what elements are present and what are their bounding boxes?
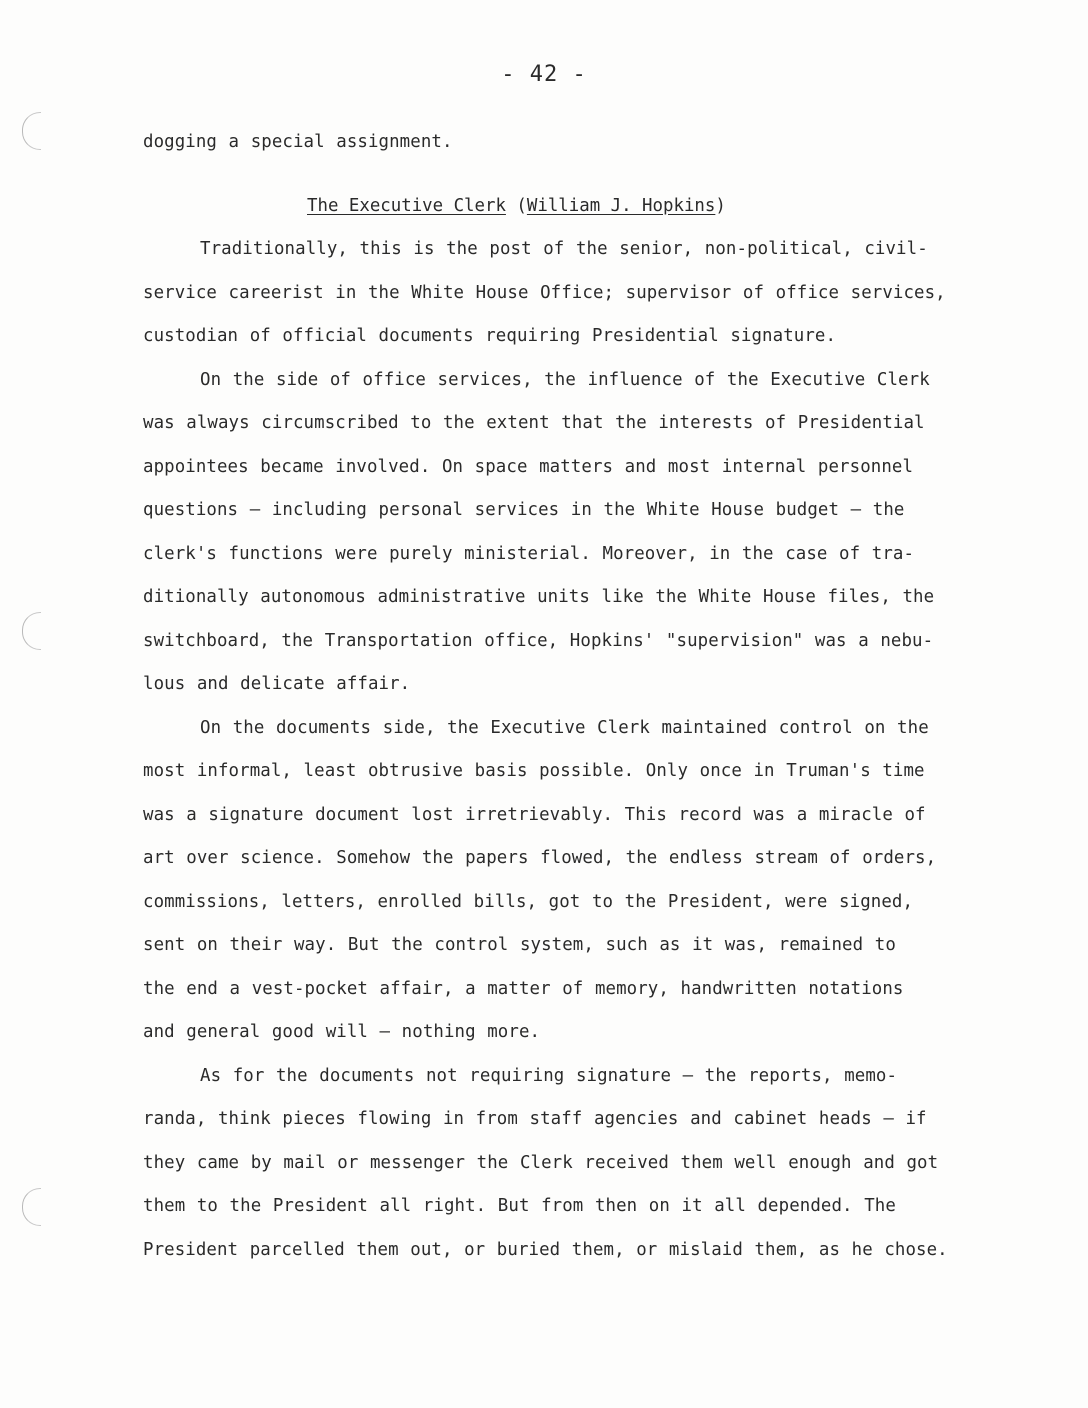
text-line: President parcelled them out, or buried them, or mislaid them, as he chose.	[143, 1239, 948, 1260]
section-title: The Executive Clerk	[307, 195, 506, 216]
text-line: clerk's functions were purely ministerial. Moreover, in the case of tra-	[143, 543, 915, 564]
text-line: and general good will — nothing more.	[143, 1022, 541, 1042]
text-line: switchboard, the Transportation office, Hopkins' "supervision" was a nebu-	[143, 630, 934, 651]
paragraph	[143, 364, 953, 712]
text-line: service careerist in the White House Office; supervisor of office services,	[143, 282, 946, 303]
text-line: commissions, letters, enrolled bills, got to the President, were signed,	[143, 891, 914, 912]
text-line: art over science. Somehow the papers flowed, the endless stream of orders,	[143, 848, 937, 868]
punch-hole-mark	[22, 1188, 41, 1226]
text-line: randa, think pieces flowing in from staff agencies and cabinet heads — if	[143, 1109, 927, 1129]
text-line: they came by mail or messenger the Clerk received them well enough and got	[143, 1152, 939, 1173]
text-line: custodian of official documents requiring Presidential signature.	[143, 326, 837, 346]
text-line: lous and delicate affair.	[143, 674, 411, 694]
text-line: On the side of office services, the influence of the Executive Clerk	[200, 369, 930, 390]
paragraph	[143, 233, 953, 364]
text-line: As for the documents not requiring signature — the reports, memo-	[200, 1065, 898, 1086]
text-line: the end a vest-pocket affair, a matter of memory, handwritten notations	[143, 978, 904, 999]
text-line: sent on their way. But the control system, such as it was, remained to	[143, 935, 896, 955]
text-line: ditionally autonomous administrative units like the White House files, the	[143, 587, 935, 607]
paragraph	[143, 712, 953, 1060]
text-line: most informal, least obtrusive basis possible. Only once in Truman's time	[143, 761, 925, 781]
page-number: - 42 -	[501, 62, 587, 87]
text-line: was always circumscribed to the extent that the interests of Presidential	[143, 413, 925, 433]
text-line: questions — including personal services in the White House budget — the	[143, 500, 905, 520]
text-line: Traditionally, this is the post of the senior, non-political, civil-	[200, 239, 928, 259]
text-line: them to the President all right. But from then on it all depended. The	[143, 1196, 896, 1216]
paragraph	[143, 1060, 953, 1278]
text-line: On the documents side, the Executive Clerk maintained control on the	[200, 717, 929, 738]
document-body	[143, 126, 953, 1277]
text-line: appointees became involved. On space matters and most internal personnel	[143, 456, 914, 477]
text-line: was a signature document lost irretrievably. This record was a miracle of	[143, 804, 926, 825]
punch-hole-mark	[22, 112, 41, 150]
heading-paren-open: (	[505, 195, 527, 216]
section-person-name: William J. Hopkins	[526, 195, 716, 216]
section-heading	[143, 190, 953, 234]
text-line: dogging a special assignment.	[143, 132, 453, 152]
heading-paren-close: )	[715, 195, 726, 216]
punch-hole-mark	[22, 612, 41, 650]
